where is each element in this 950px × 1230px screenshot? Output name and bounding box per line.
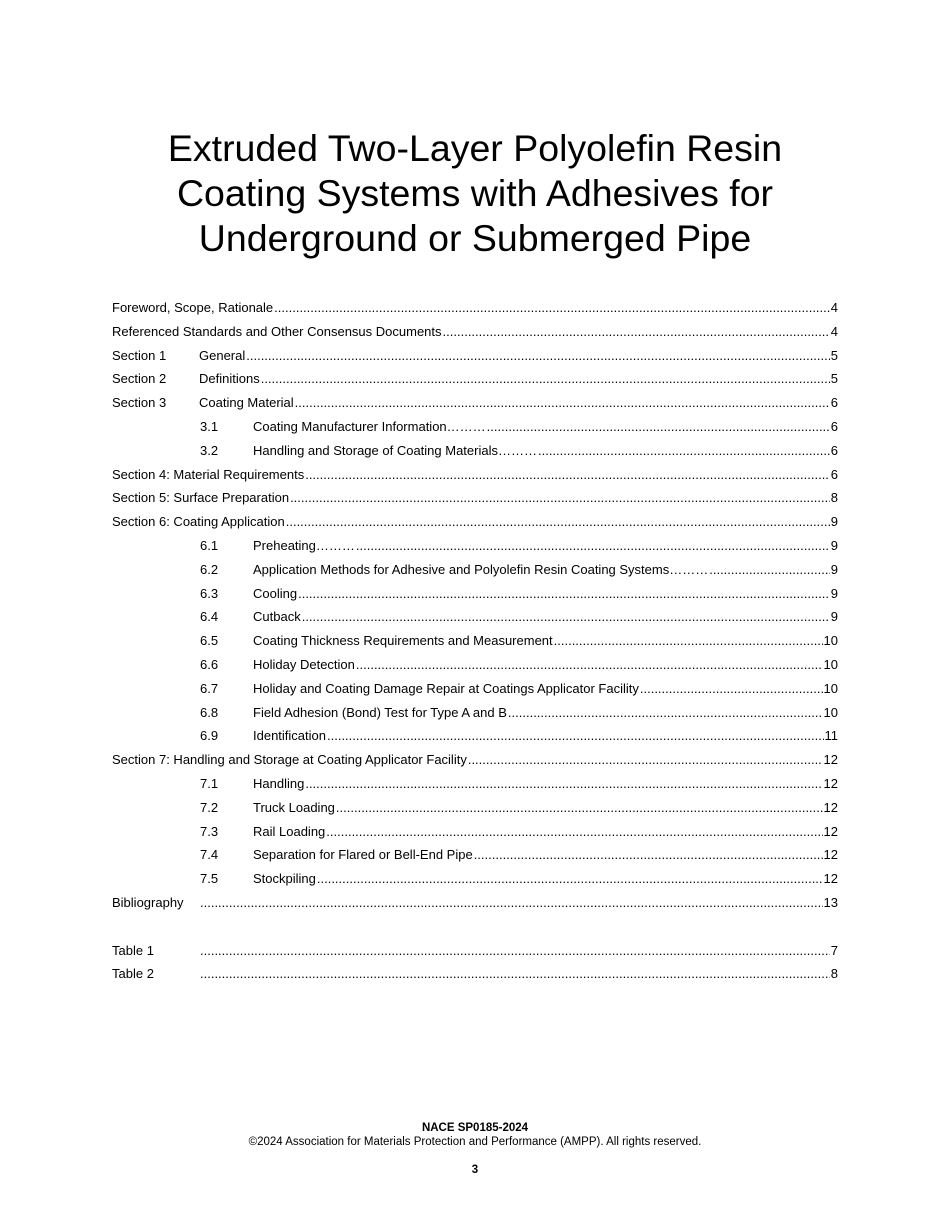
- toc-entry-label: Rail Loading: [253, 823, 326, 839]
- toc-entry-label: Field Adhesion (Bond) Test for Type A and B: [253, 704, 507, 720]
- toc-entry-label: Coating Material: [199, 395, 294, 411]
- toc-entry-label: Holiday and Coating Damage Repair at Coatings Applicator Facility: [253, 680, 639, 696]
- toc-dot-leader: [298, 582, 830, 606]
- toc-entry-page: 10: [823, 680, 838, 696]
- copyright-notice: ©2024 Association for Materials Protection and Performance (AMPP). All rights reserved.: [248, 1136, 702, 1148]
- toc-entry[interactable]: [112, 843, 838, 867]
- toc-dot-leader: [295, 391, 830, 415]
- toc-entry-page: 5: [830, 347, 838, 363]
- toc-dot-leader: [317, 867, 823, 891]
- toc-entry-page: 6: [830, 418, 838, 434]
- toc-entry[interactable]: [112, 724, 838, 748]
- toc-entry-page: 10: [823, 704, 838, 720]
- toc-entry-page: 6: [830, 442, 838, 458]
- toc-entry-number: 6.1: [200, 537, 219, 553]
- toc-entry-number: 7.2: [200, 799, 219, 815]
- toc-entry-page: 9: [830, 537, 838, 553]
- toc-entry-number: Table 1: [112, 942, 154, 958]
- title-line-3: Underground or Submerged Pipe: [198, 217, 752, 259]
- toc-dot-leader: [508, 701, 823, 725]
- toc-dot-leader: [709, 558, 830, 582]
- toc-entry[interactable]: [112, 653, 838, 677]
- toc-entry-page: 9: [830, 561, 838, 577]
- toc-entry-number: 7.4: [200, 847, 219, 863]
- toc-entry-label: Identification: [253, 728, 326, 744]
- toc-entry-number: 7.1: [200, 775, 219, 791]
- toc-entry-number: 6.6: [200, 656, 219, 672]
- toc-entry-number: 7.3: [200, 823, 219, 839]
- toc-entry[interactable]: [112, 320, 838, 344]
- toc-entry[interactable]: [112, 701, 838, 725]
- toc-dot-leader: [327, 724, 824, 748]
- toc-entry-number: Section 3: [112, 395, 167, 411]
- toc-dot-leader: [640, 677, 823, 701]
- document-title: [0, 126, 950, 261]
- table-of-contents: [112, 296, 838, 986]
- toc-entry-number: 6.7: [200, 680, 219, 696]
- toc-entry-page: 7: [830, 942, 838, 958]
- toc-entry[interactable]: [112, 582, 838, 606]
- toc-entry-page: 12: [823, 752, 838, 768]
- toc-entry[interactable]: [112, 629, 838, 653]
- toc-entry-page: 6: [830, 466, 838, 482]
- toc-dot-leader: [246, 344, 830, 368]
- toc-entry-number: Table 2: [112, 966, 154, 982]
- toc-entry-page: 9: [830, 514, 838, 530]
- toc-dot-leader: [305, 772, 822, 796]
- toc-entry-page: 5: [830, 371, 838, 387]
- toc-dot-leader: [468, 748, 823, 772]
- toc-entry-label: Stockpiling: [253, 871, 316, 887]
- toc-entry-label: Section 5: Surface Preparation: [112, 490, 290, 506]
- toc-entry-page: 9: [830, 609, 838, 625]
- toc-entry-page: 10: [823, 633, 838, 649]
- toc-entry-number: 6.4: [200, 609, 219, 625]
- toc-entry-label: Separation for Flared or Bell-End Pipe: [253, 847, 473, 863]
- toc-entry-page: 12: [823, 871, 838, 887]
- toc-entry[interactable]: [112, 510, 838, 534]
- toc-entry-number: 6.3: [200, 585, 219, 601]
- toc-entry-page: 8: [830, 966, 838, 982]
- toc-entry[interactable]: [112, 867, 838, 891]
- toc-entry-label: Handling and Storage of Coating Materials………: [253, 442, 537, 458]
- toc-entry[interactable]: [112, 605, 838, 629]
- toc-entry-label: Application Methods for Adhesive and Polyolefin Resin Coating Systems………: [253, 561, 709, 577]
- toc-entry-page: 13: [823, 894, 838, 910]
- toc-dot-leader: [356, 534, 830, 558]
- toc-dot-leader: [356, 653, 823, 677]
- toc-entry-page: 12: [823, 823, 838, 839]
- toc-dot-leader: [274, 296, 830, 320]
- toc-entry-label: Preheating………: [253, 537, 355, 553]
- toc-dot-leader: [554, 629, 823, 653]
- toc-entry[interactable]: [112, 415, 838, 439]
- toc-entry[interactable]: [112, 820, 838, 844]
- toc-entry[interactable]: [112, 463, 838, 487]
- toc-entry-page: 12: [823, 799, 838, 815]
- toc-entry[interactable]: [112, 367, 838, 391]
- toc-entry-label: Foreword, Scope, Rationale: [112, 300, 274, 315]
- toc-entry-page: 12: [823, 847, 838, 863]
- toc-dot-leader: [290, 486, 830, 510]
- toc-entry[interactable]: [112, 486, 838, 510]
- page-footer: [0, 1121, 950, 1177]
- toc-entry-label: Holiday Detection: [253, 656, 355, 672]
- toc-dot-leader: [286, 510, 830, 534]
- title-line-1: Extruded Two-Layer Polyolefin Resin: [167, 127, 783, 169]
- toc-entry-number: 3.2: [200, 442, 219, 458]
- toc-entry[interactable]: [112, 534, 838, 558]
- toc-entry-label: Coating Thickness Requirements and Measurement: [253, 633, 553, 649]
- toc-entry-number: 3.1: [200, 418, 219, 434]
- title-line-2: Coating Systems with Adhesives for: [176, 172, 774, 214]
- toc-entry[interactable]: [112, 772, 838, 796]
- toc-entry[interactable]: [112, 344, 838, 368]
- toc-entry-page: 8: [830, 490, 838, 506]
- toc-dot-leader: [305, 463, 830, 487]
- toc-entry-page: 9: [830, 585, 838, 601]
- toc-dot-leader: [336, 796, 823, 820]
- toc-entry[interactable]: [112, 391, 838, 415]
- toc-entry[interactable]: [112, 296, 838, 320]
- toc-entry[interactable]: [112, 677, 838, 701]
- toc-dot-leader: [200, 962, 830, 986]
- toc-entry-label: General: [199, 347, 246, 363]
- toc-entry-number: 6.8: [200, 704, 219, 720]
- toc-dot-leader: [443, 320, 830, 344]
- toc-entry-label: Referenced Standards and Other Consensus Documents: [112, 323, 442, 339]
- toc-entry[interactable]: [112, 558, 838, 582]
- toc-entry[interactable]: [112, 891, 838, 915]
- toc-entry-label: Truck Loading: [253, 799, 335, 815]
- toc-entry-page: 11: [824, 728, 838, 744]
- toc-entry-label: Definitions: [199, 371, 260, 387]
- toc-entry-page: 4: [830, 300, 838, 315]
- toc-dot-leader: [474, 843, 823, 867]
- toc-dot-leader: [200, 939, 830, 963]
- page-number: 3: [471, 1164, 479, 1176]
- toc-entry-number: Section 2: [112, 371, 167, 387]
- toc-entry-label: Section 4: Material Requirements: [112, 466, 305, 482]
- toc-dot-leader: [200, 891, 823, 915]
- toc-entry[interactable]: [112, 939, 838, 963]
- toc-entry-page: 10: [823, 656, 838, 672]
- toc-entry-label: Section 7: Handling and Storage at Coating Applicator Facility: [112, 752, 467, 768]
- toc-entry[interactable]: [112, 748, 838, 772]
- toc-dot-leader: [487, 415, 830, 439]
- toc-entry-label: Cutback: [253, 609, 301, 625]
- toc-dot-leader: [538, 439, 830, 463]
- toc-entry-number: 7.5: [200, 871, 219, 887]
- toc-entry-number: 6.2: [200, 561, 219, 577]
- toc-entry[interactable]: [112, 439, 838, 463]
- toc-entry-label: Coating Manufacturer Information………: [253, 418, 486, 434]
- toc-entry-page: 6: [830, 395, 838, 411]
- toc-entry-label: Section 6: Coating Application: [112, 514, 285, 530]
- toc-entry-number: 6.9: [200, 728, 219, 744]
- toc-entry-number: Bibliography: [112, 894, 184, 910]
- toc-dot-leader: [261, 367, 830, 391]
- toc-entry-label: Handling: [253, 775, 305, 791]
- toc-entry-number: Section 1: [112, 347, 167, 363]
- document-code: NACE SP0185-2024: [421, 1122, 529, 1134]
- toc-dot-leader: [326, 820, 822, 844]
- toc-entry[interactable]: [112, 962, 838, 986]
- toc-entry-label: Cooling: [253, 585, 298, 601]
- toc-entry[interactable]: [112, 796, 838, 820]
- toc-entry-number: 6.5: [200, 633, 219, 649]
- toc-entry-page: 12: [823, 775, 838, 791]
- toc-entry-page: 4: [830, 323, 838, 339]
- toc-dot-leader: [302, 605, 830, 629]
